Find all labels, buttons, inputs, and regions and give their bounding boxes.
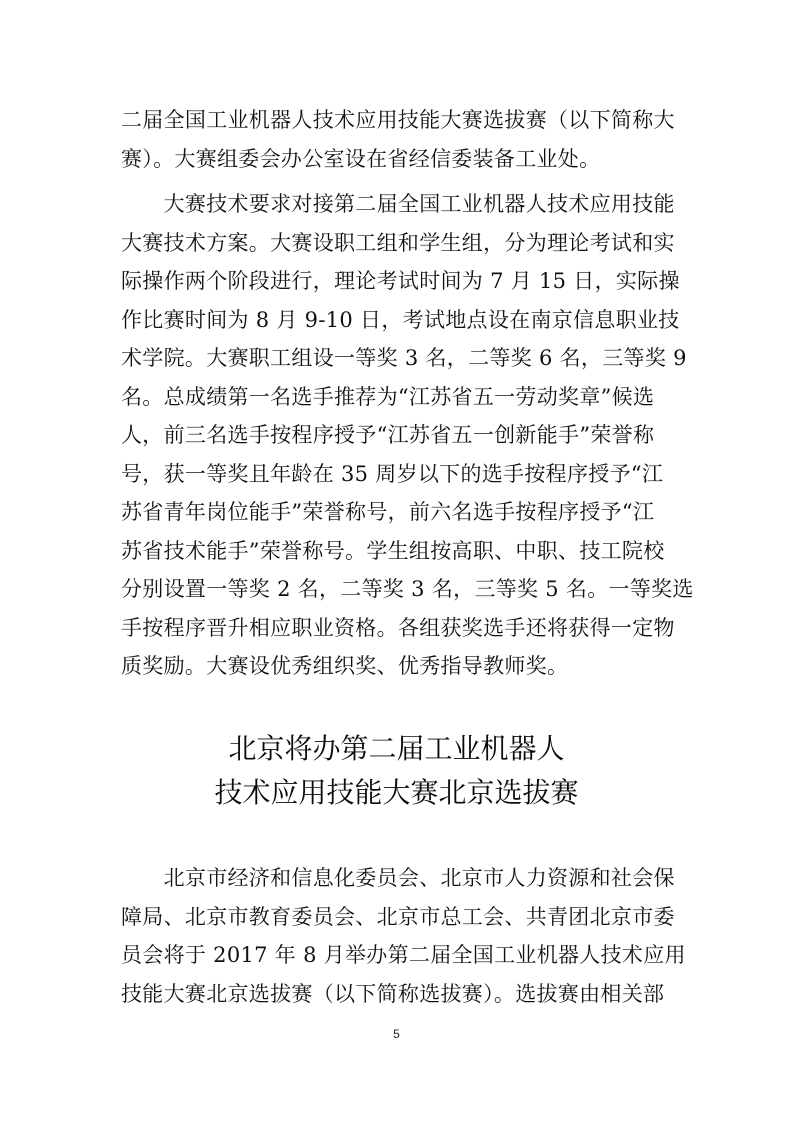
paragraph-intro-continued — [121, 101, 676, 178]
text-line: 大赛技术方案。大赛设职工组和学生组，分为理论考试和实 — [121, 230, 675, 255]
text-line: 二届全国工业机器人技术应用技能大赛选拔赛（以下简称大 — [121, 108, 675, 132]
text-line: 质奖励。大赛设优秀组织奖、优秀指导教师奖。 — [121, 654, 569, 678]
text-line: 际操作两个阶段进行，理论考试时间为 7 月 15 日，实际操 — [121, 269, 680, 293]
paragraph-beijing-selection — [121, 859, 686, 1013]
text-line: 员会将于 2017 年 8 月举办第二届全国工业机器人技术应用 — [121, 943, 686, 967]
text-line: 技能大赛北京选拔赛（以下简称选拔赛）。选拔赛由相关部 — [121, 981, 665, 1006]
text-line: 赛）。大赛组委会办公室设在省经信委装备工业处。 — [121, 146, 601, 171]
text-line: 手按程序晋升相应职业资格。各组获奖选手还将获得一定物 — [121, 615, 675, 640]
text-line: 人，前三名选手按程序授予“江苏省五一创新能手”荣誉称 — [121, 423, 655, 447]
text-line: 北京市经济和信息化委员会、北京市人力资源和社会保 — [121, 866, 675, 890]
text-line: 苏省技术能手”荣誉称号。学生组按高职、中职、技工院校 — [121, 538, 665, 563]
heading-line-2: 技术应用技能大赛北京选拔赛 — [214, 776, 579, 809]
section-heading — [0, 727, 793, 815]
text-line: 术学院。大赛职工组设一等奖 3 名，二等奖 6 名，三等奖 9 — [121, 346, 687, 370]
paragraph-competition-details — [121, 185, 694, 686]
text-line: 大赛技术要求对接第二届全国工业机器人技术应用技能 — [121, 192, 675, 216]
text-line: 苏省青年岗位能手”荣誉称号，前六名选手按程序授予“江 — [121, 500, 655, 524]
page-number: 5 — [393, 1027, 400, 1041]
heading-line-1: 北京将办第二届工业机器人 — [228, 732, 565, 765]
text-line: 分别设置一等奖 2 名，二等奖 3 名，三等奖 5 名。一等奖选 — [121, 577, 694, 601]
text-line: 号，获一等奖且年龄在 35 周岁以下的选手按程序授予“江 — [121, 461, 664, 486]
text-line: 作比赛时间为 8 月 9-10 日，考试地点设在南京信息职业技 — [121, 307, 680, 332]
text-line: 名。总成绩第一名选手推荐为“江苏省五一劳动奖章”候选 — [121, 384, 655, 409]
text-line: 障局、北京市教育委员会、北京市总工会、共青团北京市委 — [121, 904, 675, 929]
